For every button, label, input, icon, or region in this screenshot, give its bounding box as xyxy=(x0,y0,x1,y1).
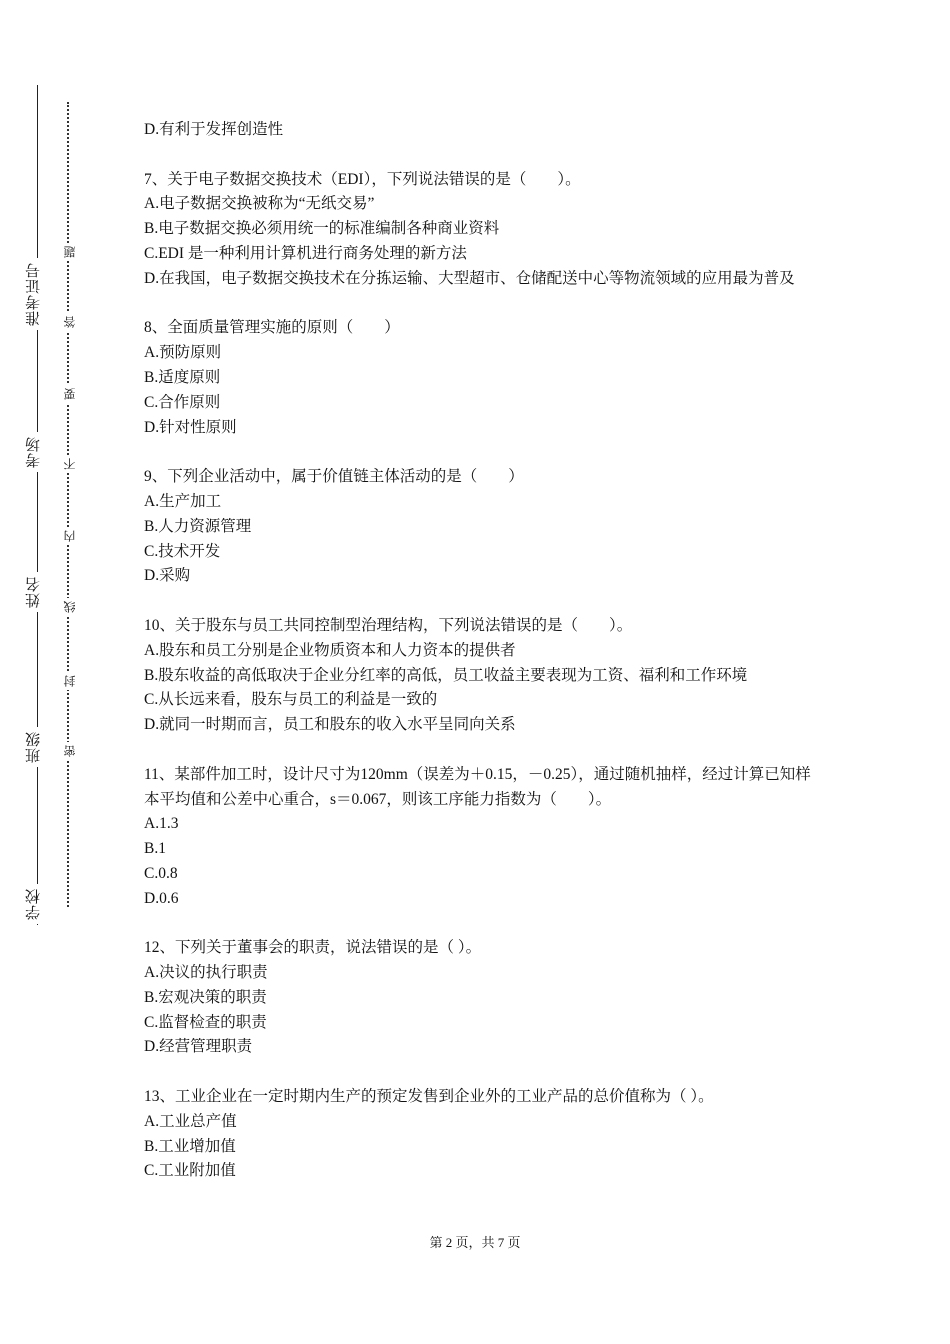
option: D.有利于发挥创造性 xyxy=(144,121,284,138)
option: A.预防原则 xyxy=(144,344,222,362)
page-footer: 第 2 页，共 7 页 xyxy=(429,1235,521,1250)
option: C.合作原则 xyxy=(144,393,221,411)
option: B.电子数据交换必须用统一的标准编制各种商业资料 xyxy=(144,220,500,238)
option: C.工业附加值 xyxy=(144,1162,236,1180)
option: D.经营管理职责 xyxy=(144,1038,253,1056)
option: D.采购 xyxy=(144,567,191,585)
option: A.工业总产值 xyxy=(144,1112,237,1130)
question-stem: 10、关于股东与员工共同控制型治理结构，下列说法错误的是（ ）。 xyxy=(144,616,633,634)
option: B.工业增加值 xyxy=(144,1137,236,1155)
seal-char: 线 xyxy=(61,598,78,616)
question-10 xyxy=(144,614,824,738)
question-13 xyxy=(144,1085,824,1184)
exam-number-label: 准考证号 xyxy=(23,258,44,330)
option: C.技术开发 xyxy=(144,542,221,560)
option: A.决议的执行职责 xyxy=(144,964,268,982)
option: D.就同一时期而言，员工和股东的收入水平呈同向关系 xyxy=(144,716,516,734)
option: B.1 xyxy=(144,840,166,858)
option: A.生产加工 xyxy=(144,492,222,510)
option: B.股东收益的高低取决于企业分红率的高低，员工收益主要表现为工资、福利和工作环境 xyxy=(144,666,748,684)
question-9 xyxy=(144,465,824,589)
seal-char: 封 xyxy=(61,672,78,690)
seal-char: 要 xyxy=(61,385,78,403)
option: C.0.8 xyxy=(144,864,178,882)
exam-room-label: 考场 xyxy=(23,432,44,472)
question-8 xyxy=(144,316,824,440)
question-stem: 13、工业企业在一定时期内生产的预定发售到企业外的工业产品的总价值称为（ ）。 xyxy=(144,1088,714,1106)
question-stem: 12、下列关于董事会的职责，说法错误的是（ ）。 xyxy=(144,939,482,957)
class-label: 班级 xyxy=(23,727,44,767)
previous-question-tail xyxy=(144,118,824,143)
question-7 xyxy=(144,168,824,292)
question-11 xyxy=(144,763,824,912)
question-stem: 11、某部件加工时，设计尺寸为120mm（误差为＋0.15，－0.25），通过随机抽样，经过计算已知样本平均值和公差中心重合，s＝0.067，则该工序能力指数为（ ）。 xyxy=(144,765,811,808)
option: B.适度原则 xyxy=(144,368,221,386)
name-label: 姓名 xyxy=(23,572,44,612)
seal-char: 内 xyxy=(61,527,78,545)
binding-solid-line xyxy=(37,85,38,925)
option: B.宏观决策的职责 xyxy=(144,988,267,1006)
option: A.1.3 xyxy=(144,815,179,833)
school-label: 学校 xyxy=(23,884,44,924)
option: A.电子数据交换被称为“无纸交易” xyxy=(144,195,375,213)
binding-dotted-line xyxy=(67,102,69,907)
option: A.股东和员工分别是企业物质资本和人力资本的提供者 xyxy=(144,641,516,659)
option: D.在我国，电子数据交换技术在分拣运输、大型超市、仓储配送中心等物流领域的应用最为普及 xyxy=(144,269,795,287)
option: D.0.6 xyxy=(144,889,179,907)
seal-char: 不 xyxy=(61,455,78,473)
question-stem: 8、全面质量管理实施的原则（ ） xyxy=(144,319,400,337)
option: C.EDI 是一种利用计算机进行商务处理的新方法 xyxy=(144,244,467,262)
question-stem: 9、下列企业活动中，属于价值链主体活动的是（ ） xyxy=(144,468,524,486)
option: D.针对性原则 xyxy=(144,418,237,436)
option: C.从长远来看，股东与员工的利益是一致的 xyxy=(144,691,438,709)
question-stem: 7、关于电子数据交换技术（EDI），下列说法错误的是（ ）。 xyxy=(144,170,581,188)
question-12 xyxy=(144,936,824,1060)
seal-char: 密 xyxy=(61,742,78,760)
seal-char: 题 xyxy=(61,243,78,261)
option: B.人力资源管理 xyxy=(144,517,252,535)
exam-content xyxy=(144,118,824,1209)
seal-char: 答 xyxy=(61,313,78,331)
option: C.监督检查的职责 xyxy=(144,1013,267,1031)
